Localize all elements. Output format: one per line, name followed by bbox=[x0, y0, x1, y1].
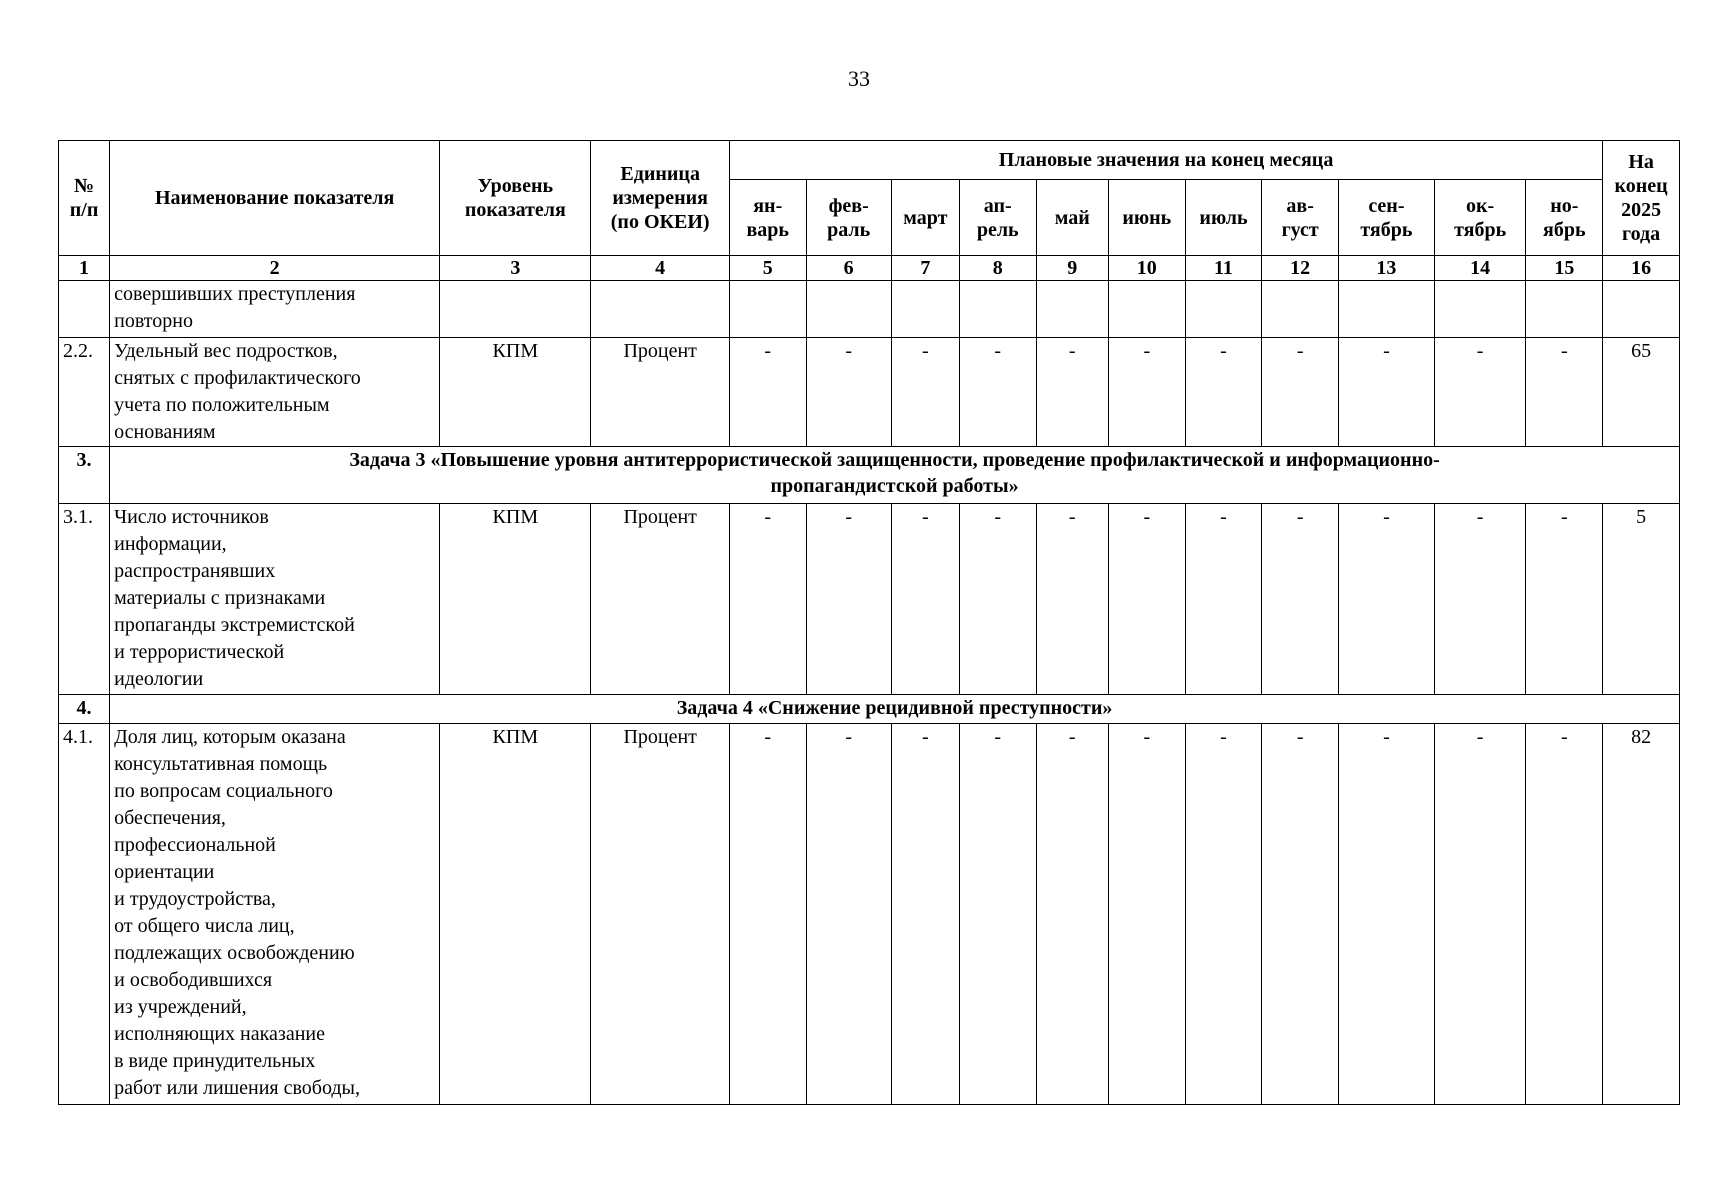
header-unit: Единица измерения (по ОКЕИ) bbox=[591, 141, 729, 256]
month-value bbox=[729, 281, 806, 338]
month-value: - bbox=[959, 504, 1036, 695]
table-row bbox=[59, 281, 1680, 338]
row-number: 4.1. bbox=[59, 724, 110, 1105]
month-value: - bbox=[1526, 724, 1603, 1105]
month-value: - bbox=[1185, 724, 1262, 1105]
indicator-unit: Процент bbox=[591, 724, 729, 1105]
row-number: 3.1. bbox=[59, 504, 110, 695]
indicators-table bbox=[58, 140, 1680, 1105]
month-value: - bbox=[1108, 338, 1185, 447]
column-number: 14 bbox=[1434, 256, 1526, 281]
month-value: - bbox=[1262, 724, 1339, 1105]
header-month: май bbox=[1036, 180, 1108, 256]
header-month: ян- варь bbox=[729, 180, 806, 256]
month-value: - bbox=[1036, 724, 1108, 1105]
column-number: 7 bbox=[891, 256, 959, 281]
header-month: ав- густ bbox=[1262, 180, 1339, 256]
month-value: - bbox=[806, 724, 891, 1105]
month-value bbox=[1526, 281, 1603, 338]
column-number: 16 bbox=[1603, 256, 1680, 281]
month-value: - bbox=[1108, 724, 1185, 1105]
month-value bbox=[1108, 281, 1185, 338]
indicator-unit: Процент bbox=[591, 504, 729, 695]
month-value: - bbox=[1434, 724, 1526, 1105]
month-value: - bbox=[729, 724, 806, 1105]
column-number: 4 bbox=[591, 256, 729, 281]
column-number: 12 bbox=[1262, 256, 1339, 281]
column-number: 13 bbox=[1338, 256, 1434, 281]
header-month: сен- тябрь bbox=[1338, 180, 1434, 256]
column-number: 2 bbox=[110, 256, 440, 281]
month-value: - bbox=[729, 504, 806, 695]
column-number: 6 bbox=[806, 256, 891, 281]
indicator-level: КПМ bbox=[440, 504, 591, 695]
task-row bbox=[59, 447, 1680, 504]
header-level: Уровень показателя bbox=[440, 141, 591, 256]
column-number: 15 bbox=[1526, 256, 1603, 281]
month-value: - bbox=[806, 504, 891, 695]
task-number: 3. bbox=[59, 447, 110, 504]
column-number: 9 bbox=[1036, 256, 1108, 281]
indicator-name: Число источников информации, распространявших материалы с признаками пропаганды экстремистской и террористической идеологии bbox=[110, 504, 440, 695]
table-row bbox=[59, 724, 1680, 1105]
month-value: - bbox=[1262, 338, 1339, 447]
table-row bbox=[59, 504, 1680, 695]
end-year-value: 5 bbox=[1603, 504, 1680, 695]
indicator-level bbox=[440, 281, 591, 338]
column-number: 5 bbox=[729, 256, 806, 281]
header-end-year: На конец 2025 года bbox=[1603, 141, 1680, 256]
month-value: - bbox=[1338, 724, 1434, 1105]
header-name: Наименование показателя bbox=[110, 141, 440, 256]
column-number: 3 bbox=[440, 256, 591, 281]
month-value: - bbox=[1262, 504, 1339, 695]
column-number: 1 bbox=[59, 256, 110, 281]
indicator-level: КПМ bbox=[440, 724, 591, 1105]
indicator-name: совершивших преступления повторно bbox=[110, 281, 440, 338]
month-value bbox=[1338, 281, 1434, 338]
task-row bbox=[59, 695, 1680, 724]
row-number: 2.2. bbox=[59, 338, 110, 447]
month-value: - bbox=[959, 724, 1036, 1105]
header-month: фев- раль bbox=[806, 180, 891, 256]
header-no: № п/п bbox=[59, 141, 110, 256]
indicator-level: КПМ bbox=[440, 338, 591, 447]
month-value: - bbox=[729, 338, 806, 447]
month-value: - bbox=[891, 724, 959, 1105]
table-row bbox=[59, 338, 1680, 447]
end-year-value bbox=[1603, 281, 1680, 338]
month-value: - bbox=[1036, 338, 1108, 447]
month-value: - bbox=[1526, 504, 1603, 695]
header-month: ап- рель bbox=[959, 180, 1036, 256]
month-value bbox=[806, 281, 891, 338]
task-title: Задача 4 «Снижение рецидивной преступности» bbox=[110, 695, 1680, 724]
month-value: - bbox=[1338, 338, 1434, 447]
month-value: - bbox=[891, 504, 959, 695]
indicator-name: Удельный вес подростков, снятых с профилактического учета по положительным основаниям bbox=[110, 338, 440, 447]
month-value bbox=[1185, 281, 1262, 338]
page-number: 33 bbox=[848, 66, 870, 91]
month-value: - bbox=[1185, 504, 1262, 695]
header-month: июнь bbox=[1108, 180, 1185, 256]
month-value: - bbox=[891, 338, 959, 447]
task-title: Задача 3 «Повышение уровня антитеррористической защищенности, проведение профилактической и информационно- пропагандистской работы» bbox=[110, 447, 1680, 504]
end-year-value: 82 bbox=[1603, 724, 1680, 1105]
month-value: - bbox=[1434, 338, 1526, 447]
column-number: 8 bbox=[959, 256, 1036, 281]
month-value: - bbox=[1036, 504, 1108, 695]
month-value bbox=[1262, 281, 1339, 338]
header-month: ок- тябрь bbox=[1434, 180, 1526, 256]
header-month: но- ябрь bbox=[1526, 180, 1603, 256]
end-year-value: 65 bbox=[1603, 338, 1680, 447]
indicator-name: Доля лиц, которым оказана консультативная помощь по вопросам социального обеспечения, профессиональной ориентации и трудоустройства, от общего числа лиц, подлежащих освобождению и освободившихся из учреждений, исполняющих наказание в виде принудительных работ или лишения свободы, bbox=[110, 724, 440, 1105]
column-number: 11 bbox=[1185, 256, 1262, 281]
month-value: - bbox=[1108, 504, 1185, 695]
header-month: март bbox=[891, 180, 959, 256]
header-planned-values: Плановые значения на конец месяца bbox=[729, 141, 1602, 180]
month-value: - bbox=[959, 338, 1036, 447]
header-month: июль bbox=[1185, 180, 1262, 256]
month-value: - bbox=[1526, 338, 1603, 447]
month-value: - bbox=[1434, 504, 1526, 695]
month-value bbox=[1036, 281, 1108, 338]
task-number: 4. bbox=[59, 695, 110, 724]
month-value bbox=[1434, 281, 1526, 338]
row-number bbox=[59, 281, 110, 338]
month-value: - bbox=[1185, 338, 1262, 447]
month-value bbox=[891, 281, 959, 338]
indicator-unit bbox=[591, 281, 729, 338]
month-value: - bbox=[806, 338, 891, 447]
column-number-row bbox=[59, 256, 1680, 281]
month-value bbox=[959, 281, 1036, 338]
month-value: - bbox=[1338, 504, 1434, 695]
indicator-unit: Процент bbox=[591, 338, 729, 447]
column-number: 10 bbox=[1108, 256, 1185, 281]
